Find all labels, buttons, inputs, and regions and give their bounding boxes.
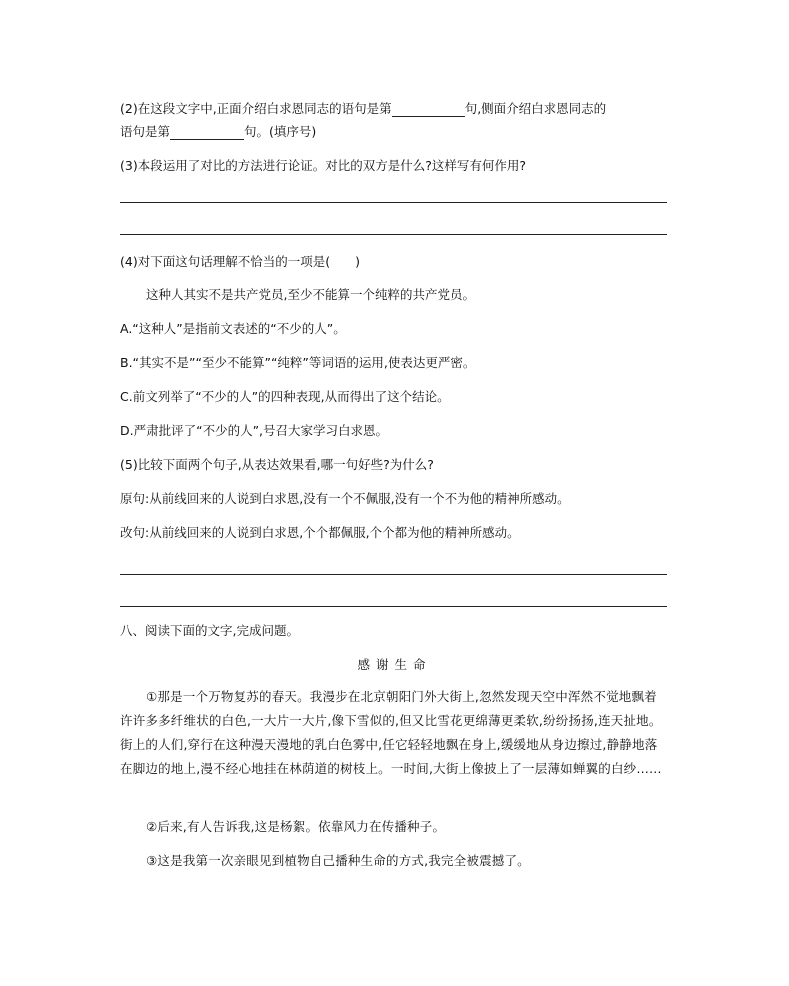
answer-line-q5-2[interactable] xyxy=(120,606,667,607)
question-2-text-c: 语句是第 xyxy=(120,124,171,139)
section-8-heading: 八、阅读下面的文字,完成问题。 xyxy=(120,623,299,638)
option-b: B.“其实不是”“至少不能算”“纯粹”等词语的运用,使表达更严密。 xyxy=(120,355,476,370)
answer-blank-1[interactable] xyxy=(392,103,465,117)
passage-title: 感谢生命 xyxy=(357,657,432,672)
passage-paragraph-1: ①那是一个万物复苏的春天。我漫步在北京朝阳门外大街上,忽然发现天空中浑然不觉地飘着许许多多纤维状的白色,一大片一大片,像下雪似的,但又比雪花更绵薄更柔软,纷纷扬扬,连天扯地。街上的人们,穿行在这种漫天漫地的乳白色雾中,任它轻轻地飘在身上,缓缓地从身边擦过,静静地落在脚边的地上,漫不经心地挂在林荫道的树枝上。一时间,大街上像披上了一层薄如蝉翼的白纱…… xyxy=(120,689,662,776)
answer-line-q3-2[interactable] xyxy=(120,234,667,235)
answer-blank-2[interactable] xyxy=(170,126,244,140)
question-2-line-1 xyxy=(120,101,606,117)
revised-sentence: 改句:从前线回来的人说到白求恩,个个都佩服,个个都为他的精神所感动。 xyxy=(120,525,520,540)
question-4: (4)对下面这句话理解不恰当的一项是( ) xyxy=(120,254,360,269)
question-4-quote: 这种人其实不是共产党员,至少不能算一个纯粹的共产党员。 xyxy=(146,287,475,302)
question-2-text-b: 句,侧面介绍白求恩同志的 xyxy=(464,101,607,116)
answer-line-q5-1[interactable] xyxy=(120,574,667,575)
option-c: C.前文列举了“不少的人”的四种表现,从而得出了这个结论。 xyxy=(120,389,450,404)
question-2-text-d: 句。(填序号) xyxy=(244,124,317,139)
question-2-line-2 xyxy=(120,124,316,140)
option-d: D.严肃批评了“不少的人”,号召大家学习白求恩。 xyxy=(120,423,389,438)
question-5: (5)比较下面两个句子,从表达效果看,哪一句好些?为什么? xyxy=(120,457,434,472)
question-2-text-a: (2)在这段文字中,正面介绍白求恩同志的语句是第 xyxy=(120,101,392,116)
question-3: (3)本段运用了对比的方法进行论证。对比的双方是什么?这样写有何作用? xyxy=(120,158,526,173)
passage-paragraph-3: ③这是我第一次亲眼见到植物自己播种生命的方式,我完全被震撼了。 xyxy=(146,853,530,868)
passage-paragraph-2: ②后来,有人告诉我,这是杨絮。依靠风力在传播种子。 xyxy=(146,819,446,834)
option-a: A.“这种人”是指前文表述的“不少的人”。 xyxy=(120,321,346,336)
answer-line-q3-1[interactable] xyxy=(120,202,667,203)
original-sentence: 原句:从前线回来的人说到白求恩,没有一个不佩服,没有一个不为他的精神所感动。 xyxy=(120,491,570,506)
